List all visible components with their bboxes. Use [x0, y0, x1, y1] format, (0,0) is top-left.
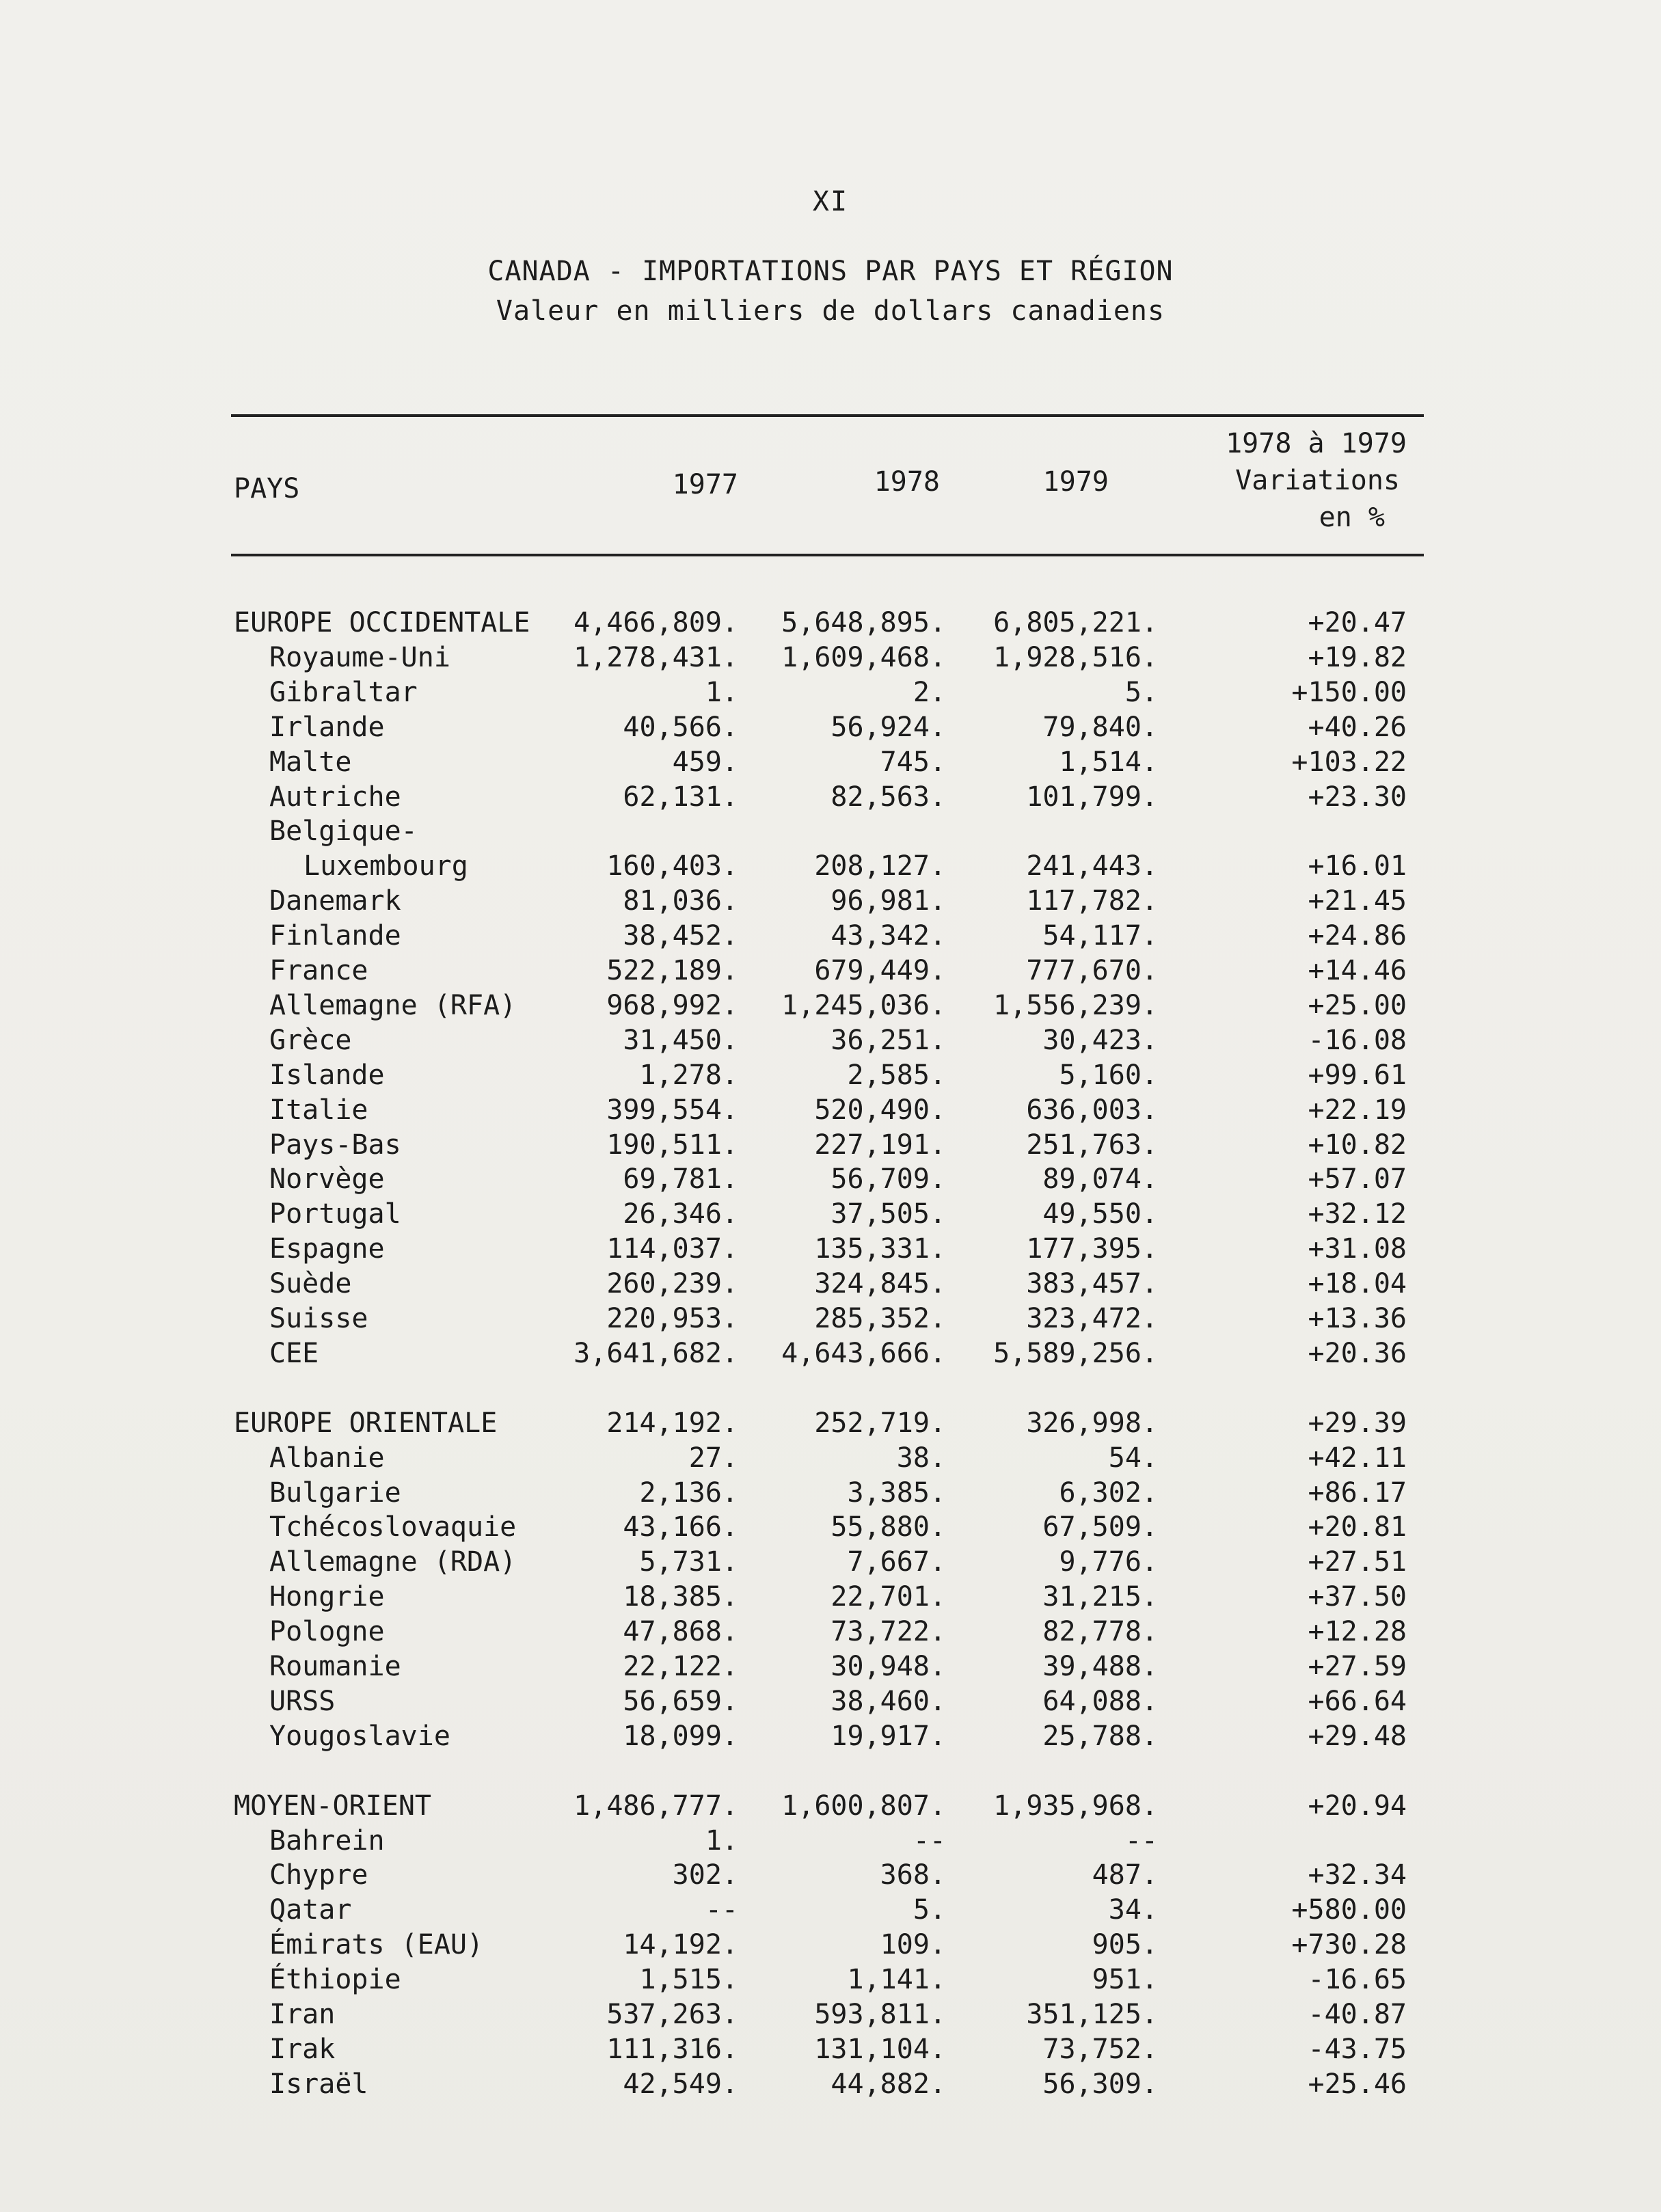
table-row — [0, 1997, 1661, 2032]
value-1977-cell: 114,037. — [606, 1233, 738, 1265]
value-1977-cell: 968,992. — [606, 989, 738, 1021]
value-1979-cell: 487. — [1092, 1859, 1158, 1891]
value-1977-cell: 399,554. — [606, 1094, 738, 1126]
table-row — [0, 1058, 1661, 1093]
country-cell: Irak — [269, 2033, 336, 2065]
value-1978-cell: 37,505. — [830, 1198, 946, 1230]
country-cell: Bulgarie — [269, 1476, 401, 1509]
country-cell: Chypre — [269, 1859, 368, 1891]
table-row — [0, 884, 1661, 919]
variation-pct-cell: +730.28 — [1291, 1929, 1407, 1961]
value-1979-cell: 54. — [1108, 1442, 1158, 1474]
value-1978-cell: 285,352. — [814, 1303, 946, 1334]
value-1977-cell: 2,136. — [639, 1476, 738, 1509]
value-1978-cell: 56,709. — [830, 1163, 946, 1196]
value-1979-cell: 34. — [1108, 1894, 1158, 1926]
value-1978-cell: 7,667. — [847, 1546, 946, 1578]
value-1978-cell: 2. — [913, 676, 946, 708]
variation-pct-cell: +31.08 — [1308, 1233, 1407, 1265]
value-1978-cell: 1,245,036. — [781, 989, 946, 1021]
value-1979-cell: 9,776. — [1059, 1546, 1158, 1578]
variation-pct-cell: +20.94 — [1308, 1790, 1407, 1822]
country-cell: EUROPE ORIENTALE — [234, 1407, 498, 1439]
value-1977-cell: 111,316. — [606, 2033, 738, 2065]
value-1977-cell: 18,385. — [623, 1581, 738, 1613]
page-number: XI — [812, 186, 849, 217]
value-1977-cell: 1,278. — [639, 1059, 738, 1091]
variation-pct-cell: +19.82 — [1308, 641, 1407, 673]
country-cell: Portugal — [269, 1198, 401, 1230]
variation-pct-cell: +27.51 — [1308, 1546, 1407, 1578]
value-1979-cell: 326,998. — [1026, 1407, 1158, 1439]
variation-pct-cell: +20.47 — [1308, 607, 1407, 638]
value-1978-cell: 22,701. — [830, 1581, 946, 1613]
table-row — [0, 1197, 1661, 1232]
header-pct-line-3: en % — [1319, 502, 1385, 533]
variation-pct-cell: +29.39 — [1308, 1407, 1407, 1439]
value-1979-cell: 117,782. — [1026, 885, 1158, 917]
value-1977-cell: 5,731. — [639, 1546, 738, 1578]
variation-pct-cell: -43.75 — [1308, 2033, 1407, 2065]
variation-pct-cell: +18.04 — [1308, 1268, 1407, 1300]
country-cell: Éthiopie — [269, 1964, 401, 1996]
table-row — [0, 1719, 1661, 1754]
value-1977-cell: 1,515. — [639, 1964, 738, 1996]
value-1979-cell: 56,309. — [1042, 2068, 1158, 2100]
variation-pct-cell: +32.34 — [1308, 1859, 1407, 1891]
table-row — [0, 1023, 1661, 1058]
variation-pct-cell: +57.07 — [1308, 1163, 1407, 1196]
value-1979-cell: 777,670. — [1026, 955, 1158, 986]
table-row — [0, 1615, 1661, 1649]
country-cell: Luxembourg — [303, 850, 468, 882]
value-1977-cell: 18,099. — [623, 1720, 738, 1752]
value-1978-cell: 1,600,807. — [781, 1790, 946, 1822]
variation-pct-cell: +29.48 — [1308, 1720, 1407, 1752]
value-1979-cell: 25,788. — [1042, 1720, 1158, 1752]
value-1978-cell: 36,251. — [830, 1024, 946, 1056]
value-1978-cell: 96,981. — [830, 885, 946, 917]
value-1977-cell: 40,566. — [623, 711, 738, 743]
value-1978-cell: 82,563. — [830, 781, 946, 813]
table-title — [0, 252, 1661, 331]
table-row — [0, 1441, 1661, 1476]
value-1978-cell: 44,882. — [830, 2068, 946, 2100]
value-1978-cell: 2,585. — [847, 1059, 946, 1091]
variation-pct-cell: +20.81 — [1308, 1511, 1407, 1543]
value-1979-cell: 177,395. — [1026, 1233, 1158, 1265]
value-1979-cell: 905. — [1092, 1929, 1158, 1961]
country-cell: Allemagne (RFA) — [269, 989, 517, 1021]
value-1979-cell: 79,840. — [1042, 711, 1158, 743]
country-cell: MOYEN-ORIENT — [234, 1790, 431, 1822]
country-cell: Royaume-Uni — [269, 641, 450, 673]
value-1977-cell: 522,189. — [606, 955, 738, 986]
value-1979-cell: 383,457. — [1026, 1268, 1158, 1300]
value-1977-cell: 4,466,809. — [573, 607, 738, 638]
country-cell: Allemagne (RDA) — [269, 1546, 517, 1578]
variation-pct-cell: +66.64 — [1308, 1685, 1407, 1717]
table-row — [0, 988, 1661, 1023]
value-1977-cell: 62,131. — [623, 781, 738, 813]
value-1979-cell: 54,117. — [1042, 920, 1158, 952]
variation-pct-cell: +21.45 — [1308, 885, 1407, 917]
value-1977-cell: 14,192. — [623, 1929, 738, 1961]
value-1978-cell: 19,917. — [830, 1720, 946, 1752]
table-row — [0, 954, 1661, 988]
country-cell: France — [269, 955, 368, 986]
variation-pct-cell: +16.01 — [1308, 850, 1407, 882]
table-row — [0, 745, 1661, 780]
variation-pct-cell: +27.59 — [1308, 1651, 1407, 1682]
table-row — [0, 1963, 1661, 1997]
value-1978-cell: 324,845. — [814, 1268, 946, 1300]
value-1978-cell: 38. — [896, 1442, 946, 1474]
country-cell: Gibraltar — [269, 676, 418, 708]
variation-pct-cell: +24.86 — [1308, 920, 1407, 952]
table-row — [0, 814, 1661, 849]
variation-pct-cell: +86.17 — [1308, 1476, 1407, 1509]
value-1978-cell: 30,948. — [830, 1651, 946, 1682]
country-cell: CEE — [269, 1337, 319, 1369]
value-1977-cell: 537,263. — [606, 1999, 738, 2030]
country-cell: Émirats (EAU) — [269, 1929, 484, 1961]
value-1977-cell: 190,511. — [606, 1129, 738, 1161]
value-1977-cell: 302. — [672, 1859, 738, 1891]
variation-pct-cell: +25.00 — [1308, 989, 1407, 1021]
country-cell: EUROPE OCCIDENTALE — [234, 607, 530, 638]
header-pct-line-2: Variations — [1235, 465, 1400, 496]
country-cell: Grèce — [269, 1024, 352, 1056]
value-1977-cell: 22,122. — [623, 1651, 738, 1682]
value-1977-cell: 69,781. — [623, 1163, 738, 1196]
variation-pct-cell: +32.12 — [1308, 1198, 1407, 1230]
country-cell: Irlande — [269, 711, 385, 743]
value-1979-cell: 49,550. — [1042, 1198, 1158, 1230]
value-1978-cell: 520,490. — [814, 1094, 946, 1126]
table-row — [0, 1510, 1661, 1545]
value-1979-cell: 636,003. — [1026, 1094, 1158, 1126]
value-1977-cell: 1. — [705, 1824, 738, 1857]
table-row — [0, 1336, 1661, 1371]
value-1978-cell: 1,609,468. — [781, 641, 946, 673]
value-1979-cell: 6,805,221. — [993, 607, 1158, 638]
spacer-row — [0, 1371, 1661, 1406]
value-1977-cell: 31,450. — [623, 1024, 738, 1056]
value-1977-cell: -- — [705, 1894, 738, 1926]
value-1979-cell: 82,778. — [1042, 1616, 1158, 1648]
value-1977-cell: 26,346. — [623, 1198, 738, 1230]
value-1978-cell: 73,722. — [830, 1616, 946, 1648]
variation-pct-cell: +99.61 — [1308, 1059, 1407, 1091]
variation-pct-cell: +103.22 — [1291, 746, 1407, 778]
value-1978-cell: 135,331. — [814, 1233, 946, 1265]
table-row — [0, 2032, 1661, 2067]
variation-pct-cell: +12.28 — [1308, 1616, 1407, 1648]
country-cell: Danemark — [269, 885, 401, 917]
value-1977-cell: 1. — [705, 676, 738, 708]
table-row — [0, 1858, 1661, 1893]
top-rule — [231, 414, 1424, 417]
country-cell: Suisse — [269, 1303, 368, 1334]
table-row — [0, 1267, 1661, 1301]
table-row — [0, 1545, 1661, 1580]
value-1978-cell: 1,141. — [847, 1964, 946, 1996]
table-row — [0, 919, 1661, 954]
country-cell: Autriche — [269, 781, 401, 813]
table-row — [0, 780, 1661, 815]
value-1977-cell: 27. — [688, 1442, 738, 1474]
value-1978-cell: 208,127. — [814, 850, 946, 882]
variation-pct-cell: +25.46 — [1308, 2068, 1407, 2100]
value-1978-cell: 368. — [880, 1859, 946, 1891]
value-1979-cell: 1,556,239. — [993, 989, 1158, 1021]
table-row — [0, 675, 1661, 710]
country-cell: Roumanie — [269, 1651, 401, 1682]
country-cell: Qatar — [269, 1894, 352, 1926]
country-cell: Italie — [269, 1094, 368, 1126]
value-1978-cell: 38,460. — [830, 1685, 946, 1717]
value-1977-cell: 47,868. — [623, 1616, 738, 1648]
value-1977-cell: 160,403. — [606, 850, 738, 882]
value-1979-cell: 1,928,516. — [993, 641, 1158, 673]
value-1979-cell: 5,589,256. — [993, 1337, 1158, 1369]
value-1979-cell: -- — [1124, 1824, 1158, 1857]
value-1977-cell: 43,166. — [623, 1511, 738, 1543]
value-1979-cell: 67,509. — [1042, 1511, 1158, 1543]
value-1979-cell: 1,935,968. — [993, 1790, 1158, 1822]
spacer-row — [0, 1754, 1661, 1789]
table-row — [0, 640, 1661, 675]
value-1979-cell: 351,125. — [1026, 1999, 1158, 2030]
value-1979-cell: 951. — [1092, 1964, 1158, 1996]
variation-pct-cell: +14.46 — [1308, 955, 1407, 986]
value-1978-cell: 227,191. — [814, 1129, 946, 1161]
table-row — [0, 1649, 1661, 1684]
value-1979-cell: 5,160. — [1059, 1059, 1158, 1091]
header-pct-line-1: 1978 à 1979 — [1226, 428, 1407, 459]
table-row — [0, 1684, 1661, 1719]
region-row — [0, 1789, 1661, 1824]
value-1978-cell: 56,924. — [830, 711, 946, 743]
header-1977: 1977 — [672, 469, 738, 500]
value-1978-cell: -- — [913, 1824, 946, 1857]
value-1979-cell: 5. — [1124, 676, 1158, 708]
country-cell: Islande — [269, 1059, 385, 1091]
table-row — [0, 1093, 1661, 1128]
variation-pct-cell: +150.00 — [1291, 676, 1407, 708]
title-line-2: Valeur en milliers de dollars canadiens — [496, 295, 1165, 327]
value-1979-cell: 89,074. — [1042, 1163, 1158, 1196]
value-1978-cell: 109. — [880, 1929, 946, 1961]
country-cell: Iran — [269, 1999, 336, 2030]
country-cell: Belgique- — [269, 815, 418, 848]
value-1979-cell: 31,215. — [1042, 1581, 1158, 1613]
variation-pct-cell: +42.11 — [1308, 1442, 1407, 1474]
value-1977-cell: 3,641,682. — [573, 1337, 738, 1369]
variation-pct-cell: +20.36 — [1308, 1337, 1407, 1369]
value-1978-cell: 4,643,666. — [781, 1337, 946, 1369]
table-row — [0, 1824, 1661, 1859]
value-1977-cell: 42,549. — [623, 2068, 738, 2100]
table-row — [0, 1928, 1661, 1963]
variation-pct-cell: +37.50 — [1308, 1581, 1407, 1613]
value-1979-cell: 73,752. — [1042, 2033, 1158, 2065]
table-row — [0, 1301, 1661, 1336]
value-1978-cell: 745. — [880, 746, 946, 778]
variation-pct-cell: -16.65 — [1308, 1964, 1407, 1996]
variation-pct-cell: +10.82 — [1308, 1129, 1407, 1161]
value-1977-cell: 81,036. — [623, 885, 738, 917]
value-1978-cell: 3,385. — [847, 1476, 946, 1509]
table-row — [0, 1476, 1661, 1511]
country-cell: Pays-Bas — [269, 1129, 401, 1161]
value-1978-cell: 252,719. — [814, 1407, 946, 1439]
country-cell: Pologne — [269, 1616, 385, 1648]
table-row — [0, 1580, 1661, 1615]
variation-pct-cell: +22.19 — [1308, 1094, 1407, 1126]
title-line-1: CANADA - IMPORTATIONS PAR PAYS ET RÉGION — [487, 256, 1174, 287]
value-1979-cell: 323,472. — [1026, 1303, 1158, 1334]
variation-pct-cell: -40.87 — [1308, 1999, 1407, 2030]
value-1979-cell: 1,514. — [1059, 746, 1158, 778]
value-1978-cell: 43,342. — [830, 920, 946, 952]
value-1979-cell: 6,302. — [1059, 1476, 1158, 1509]
value-1978-cell: 55,880. — [830, 1511, 946, 1543]
country-cell: Yougoslavie — [269, 1720, 450, 1752]
country-cell: Malte — [269, 746, 352, 778]
value-1978-cell: 131,104. — [814, 2033, 946, 2065]
variation-pct-cell: +13.36 — [1308, 1303, 1407, 1334]
header-1979: 1979 — [1042, 466, 1109, 498]
table-row — [0, 1162, 1661, 1197]
value-1978-cell: 679,449. — [814, 955, 946, 986]
country-cell: Suède — [269, 1268, 352, 1300]
region-row — [0, 606, 1661, 640]
value-1977-cell: 38,452. — [623, 920, 738, 952]
value-1978-cell: 593,811. — [814, 1999, 946, 2030]
value-1977-cell: 56,659. — [623, 1685, 738, 1717]
table-row — [0, 710, 1661, 745]
variation-pct-cell: +40.26 — [1308, 711, 1407, 743]
table-row — [0, 2067, 1661, 2102]
header-rule — [231, 554, 1424, 556]
value-1979-cell: 241,443. — [1026, 850, 1158, 882]
country-cell: Espagne — [269, 1233, 385, 1265]
table-row — [0, 1232, 1661, 1267]
country-cell: Tchécoslovaquie — [269, 1511, 517, 1543]
country-cell: Albanie — [269, 1442, 385, 1474]
value-1978-cell: 5,648,895. — [781, 607, 946, 638]
value-1979-cell: 30,423. — [1042, 1024, 1158, 1056]
value-1977-cell: 220,953. — [606, 1303, 738, 1334]
value-1977-cell: 214,192. — [606, 1407, 738, 1439]
value-1977-cell: 459. — [672, 746, 738, 778]
value-1979-cell: 39,488. — [1042, 1651, 1158, 1682]
table-row — [0, 1893, 1661, 1928]
variation-pct-cell: -16.08 — [1308, 1024, 1407, 1056]
value-1977-cell: 1,278,431. — [573, 641, 738, 673]
value-1979-cell: 251,763. — [1026, 1129, 1158, 1161]
value-1977-cell: 260,239. — [606, 1268, 738, 1300]
value-1979-cell: 101,799. — [1026, 781, 1158, 813]
country-cell: URSS — [269, 1685, 336, 1717]
table-row — [0, 849, 1661, 884]
country-cell: Hongrie — [269, 1581, 385, 1613]
value-1979-cell: 64,088. — [1042, 1685, 1158, 1717]
variation-pct-cell: +580.00 — [1291, 1894, 1407, 1926]
region-row — [0, 1406, 1661, 1441]
variation-pct-cell: +23.30 — [1308, 781, 1407, 813]
country-cell: Norvège — [269, 1163, 385, 1196]
value-1978-cell: 5. — [913, 1894, 946, 1926]
header-country: PAYS — [234, 473, 300, 504]
country-cell: Finlande — [269, 920, 401, 952]
country-cell: Bahrein — [269, 1824, 385, 1857]
header-1978: 1978 — [874, 466, 940, 498]
country-cell: Israël — [269, 2068, 368, 2100]
table-row — [0, 1128, 1661, 1163]
value-1977-cell: 1,486,777. — [573, 1790, 738, 1822]
